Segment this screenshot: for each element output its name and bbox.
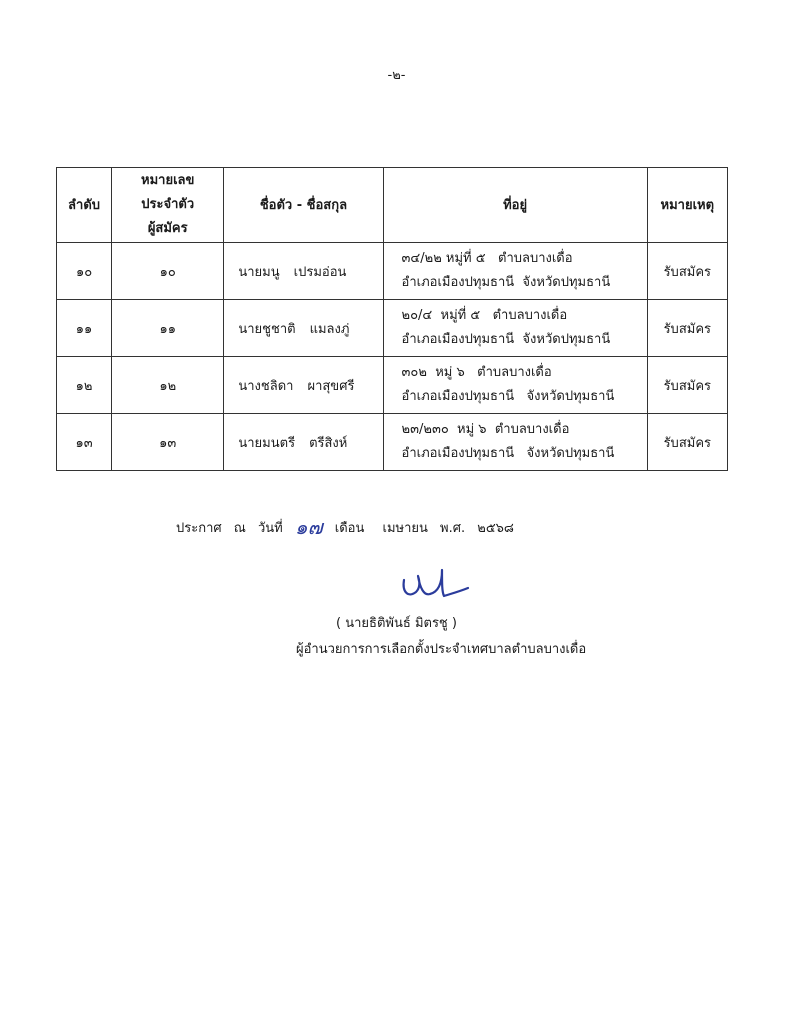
header-note: หมายเหตุ: [647, 168, 727, 243]
announcement-year-label: พ.ศ.: [440, 521, 466, 536]
first-name: นางชลิดา: [238, 378, 294, 394]
candidate-table: [56, 167, 728, 471]
cell-note: รับสมัคร: [647, 300, 727, 357]
address-line1: ๒๐/๔ หมู่ที่ ๕ ตำบลบางเดื่อ: [401, 308, 568, 323]
signatory-name: ( นายธิติพันธ์ มิตรชู ): [336, 616, 457, 631]
cell-name: [224, 357, 383, 414]
first-name: นายชูชาติ: [238, 321, 296, 337]
header-id-line2: ประจำตัว: [141, 197, 195, 212]
address-line2: อำเภอเมืองปทุมธานี จังหวัดปทุมธานี: [401, 446, 615, 461]
cell-address: [383, 414, 647, 471]
cell-no: ๑๑: [57, 300, 112, 357]
header-id: [112, 168, 224, 243]
announcement-month-label: เดือน: [334, 521, 365, 536]
header-id-line3: ผู้สมัคร: [147, 221, 188, 236]
cell-note: รับสมัคร: [647, 414, 727, 471]
signatory-position: ผู้อำนวยการการเลือกตั้งประจำเทศบาลตำบลบางเดื่อ: [296, 642, 587, 657]
table-row: [57, 300, 728, 357]
announcement-prefix: ประกาศ: [176, 521, 222, 536]
announcement-line: [176, 509, 514, 541]
signature-stroke: [404, 570, 468, 596]
cell-name: [224, 243, 383, 300]
header-id-line1: หมายเลข: [141, 173, 195, 188]
header-no: ลำดับ: [57, 168, 112, 243]
table-row: [57, 243, 728, 300]
cell-note: รับสมัคร: [647, 243, 727, 300]
header-name: ชื่อตัว - ชื่อสกุล: [224, 168, 383, 243]
cell-no: ๑๓: [57, 414, 112, 471]
announcement-month-value: เมษายน: [382, 521, 428, 536]
last-name: เปรมอ่อน: [293, 264, 347, 280]
cell-no: ๑๒: [57, 357, 112, 414]
table-row: [57, 357, 728, 414]
handwritten-signature: [398, 562, 478, 602]
cell-address: [383, 357, 647, 414]
address-line1: ๓๔/๒๒ หมู่ที่ ๕ ตำบลบางเดื่อ: [401, 251, 573, 266]
last-name: ตรีสิงห์: [309, 435, 348, 451]
cell-id: ๑๑: [112, 300, 224, 357]
table-header-row: [57, 168, 728, 243]
cell-id: ๑๐: [112, 243, 224, 300]
cell-name: [224, 414, 383, 471]
cell-id: ๑๒: [112, 357, 224, 414]
header-address: ที่อยู่: [383, 168, 647, 243]
table-row: [57, 414, 728, 471]
cell-address: [383, 300, 647, 357]
last-name: แมลงภู่: [309, 321, 350, 337]
announcement-day-value: ๑๗: [294, 515, 323, 539]
address-line2: อำเภอเมืองปทุมธานี จังหวัดปทุมธานี: [401, 389, 615, 404]
announcement-year-value: ๒๕๖๘: [477, 521, 514, 536]
announcement-day-label: วันที่: [257, 521, 283, 536]
announcement-at: ณ: [233, 521, 246, 536]
address-line1: ๓๐๒ หมู่ ๖ ตำบลบางเดื่อ: [401, 365, 552, 380]
last-name: ผาสุขศรี: [307, 378, 355, 394]
address-line2: อำเภอเมืองปทุมธานี จังหวัดปทุมธานี: [401, 275, 611, 290]
page-number: -๒-: [387, 68, 406, 83]
cell-id: ๑๓: [112, 414, 224, 471]
address-line2: อำเภอเมืองปทุมธานี จังหวัดปทุมธานี: [401, 332, 611, 347]
first-name: นายมนตรี: [238, 435, 296, 451]
address-line1: ๒๓/๒๓๐ หมู่ ๖ ตำบลบางเดื่อ: [401, 422, 570, 437]
cell-address: [383, 243, 647, 300]
cell-no: ๑๐: [57, 243, 112, 300]
cell-note: รับสมัคร: [647, 357, 727, 414]
first-name: นายมนู: [238, 264, 280, 280]
cell-name: [224, 300, 383, 357]
